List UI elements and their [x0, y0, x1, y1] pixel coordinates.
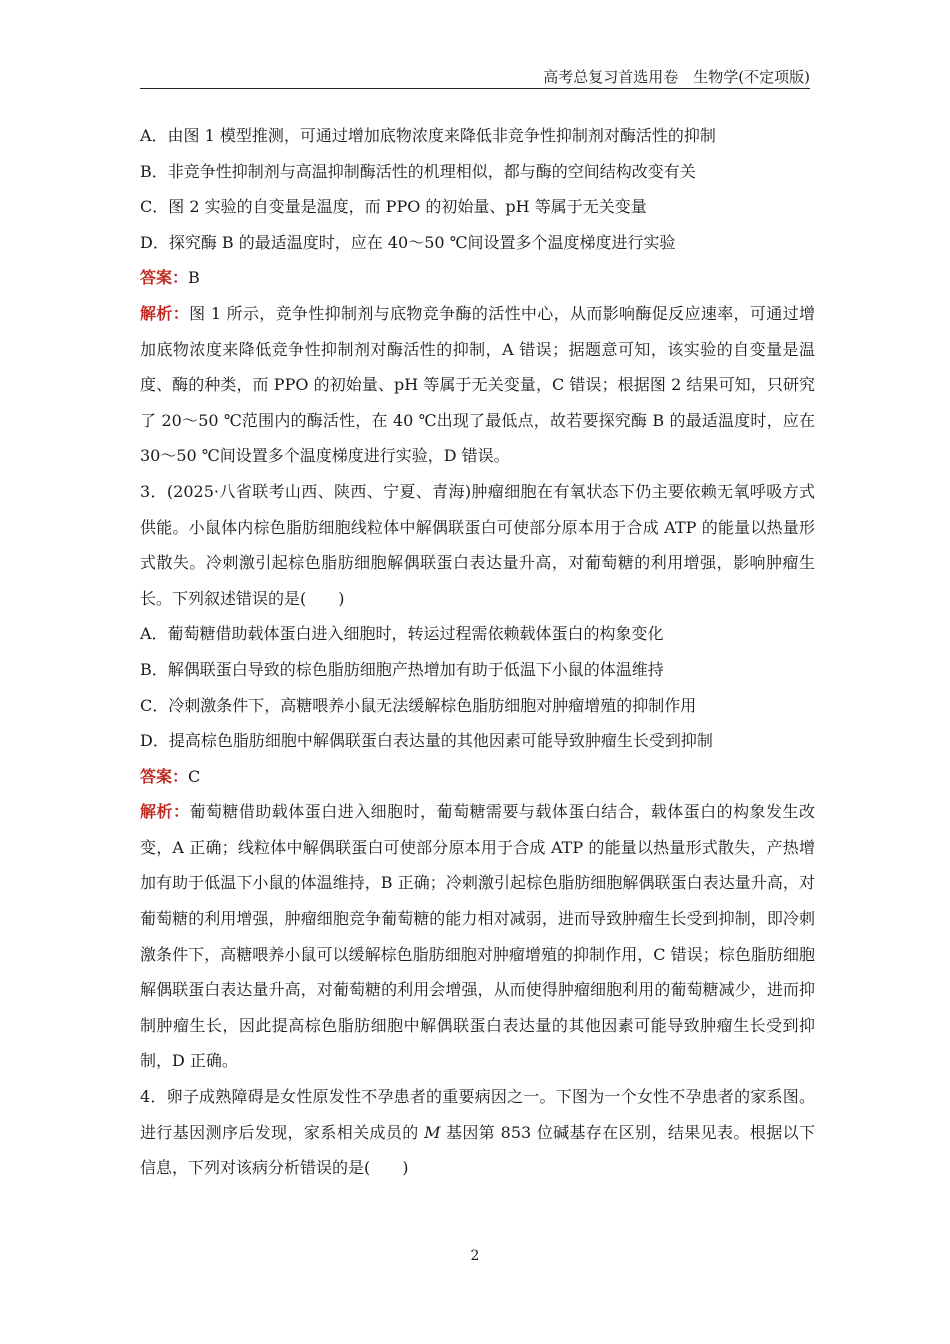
answer-label: 答案： [140, 268, 189, 288]
q2-answer [140, 260, 815, 296]
q2-option-c: C．图 2 实验的自变量是温度，而 PPO 的初始量、pH 等属于无关变量 [140, 197, 647, 217]
answer-value: B [188, 268, 200, 288]
q3-analysis [140, 794, 815, 1079]
q4-stem-part1: 4．卵子成熟障碍是女性原发性不孕患者的重要病因之一。下图为一个女性不孕患者的家系图。进行基因测序后发现，家系相关成员的 [140, 1087, 815, 1142]
header-title: 高考总复习首选用卷 生物学(不定项版) [543, 68, 810, 86]
analysis-text: 葡萄糖借助载体蛋白进入细胞时，葡萄糖需要与载体蛋白结合，载体蛋白的构象发生改变，A 正确；线粒体中解偶联蛋白可使部分原本用于合成 ATP 的能量以热量形式散失，产热增加有助于低温下小鼠的体温维持，B 正确；冷刺激引起棕色脂肪细胞解偶联蛋白表达量升高，对葡萄糖的利用增强，肿瘤细胞竞争葡萄糖的能力相对减弱，进而导致肿瘤生长受到抑制，即冷刺激条件下，高糖喂养小鼠可以缓解棕色脂肪细胞对肿瘤增殖的抑制作用，C 错误；棕色脂肪细胞解偶联蛋白表达量升高，对葡萄糖的利用会增强，从而使得肿瘤细胞利用的葡萄糖减少，进而抑制肿瘤生长，因此提高棕色脂肪细胞中解偶联蛋白表达量的其他因素可能导致肿瘤生长受到抑制，D 正确。 [140, 802, 815, 1071]
page-header [140, 66, 810, 89]
q2-option-b: B．非竞争性抑制剂与高温抑制酶活性的机理相似，都与酶的空间结构改变有关 [140, 161, 696, 181]
q3-option-c: C．冷刺激条件下，高糖喂养小鼠无法缓解棕色脂肪细胞对肿瘤增殖的抑制作用 [140, 695, 697, 715]
q3-answer [140, 759, 815, 795]
q3-option-d: D．提高棕色脂肪细胞中解偶联蛋白表达量的其他因素可能导致肿瘤生长受到抑制 [140, 731, 713, 751]
analysis-text: 图 1 所示，竞争性抑制剂与底物竞争酶的活性中心，从而影响酶促反应速率，可通过增加底物浓度来降低竞争性抑制剂对酶活性的抑制，A 错误；据题意可知，该实验的自变量是温度、酶的种类，而 PPO 的初始量、pH 等属于无关变量，C 错误；根据图 2 结果可知，只研究了 20～50 ℃范围内的酶活性，在 40 ℃出现了最低点，故若要探究酶 B 的最适温度时，应在 30～50 ℃间设置多个温度梯度进行实验，D 错误。 [140, 303, 815, 466]
page-content [140, 118, 815, 1186]
q2-option-d: D．探究酶 B 的最适温度时，应在 40～50 ℃间设置多个温度梯度进行实验 [140, 232, 676, 252]
q3-stem: 3．(2025·八省联考山西、陕西、宁夏、青海)肿瘤细胞在有氧状态下仍主要依赖无氧呼吸方式供能。小鼠体内棕色脂肪细胞线粒体中解偶联蛋白可使部分原本用于合成 ATP 的能量以热量形式散失。冷刺激引起棕色脂肪细胞解偶联蛋白表达量升高，对葡萄糖的利用增强，影响肿瘤生长。下列叙述错误的是( ) [140, 481, 815, 608]
analysis-label: 解析： [140, 802, 190, 822]
q3-option-a: A．葡萄糖借助载体蛋白进入细胞时，转运过程需依赖载体蛋白的构象变化 [140, 624, 664, 644]
q2-option-a: A．由图 1 模型推测，可通过增加底物浓度来降低非竞争性抑制剂对酶活性的抑制 [140, 126, 716, 145]
answer-value: C [188, 766, 201, 786]
analysis-label: 解析： [140, 303, 190, 323]
q2-analysis [140, 296, 815, 474]
q4-gene-name: M [424, 1122, 441, 1142]
q4-stem [140, 1079, 815, 1186]
page-number: 2 [470, 1248, 480, 1264]
q3-option-b: B．解偶联蛋白导致的棕色脂肪细胞产热增加有助于低温下小鼠的体温维持 [140, 659, 664, 679]
q4-stem-part2: 基因第 853 位碱基存在区别，结果见表。根据以下信息，下列对该病分析错误的是( ) [140, 1122, 815, 1178]
answer-label: 答案： [140, 766, 189, 786]
